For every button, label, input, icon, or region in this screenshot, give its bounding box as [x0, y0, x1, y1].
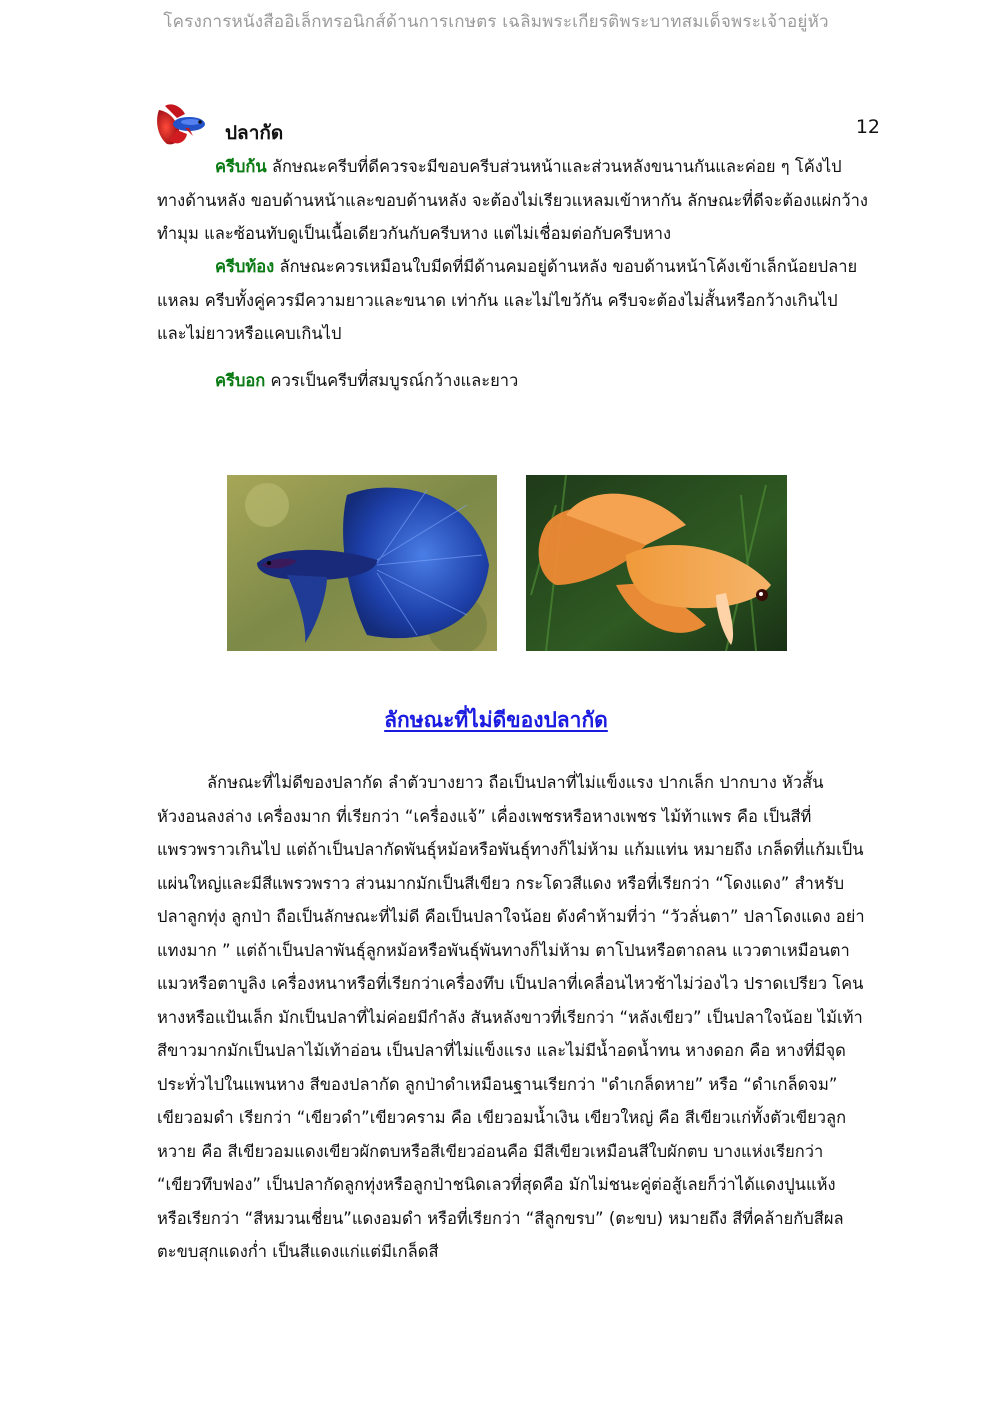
running-header: โครงการหนังสืออิเล็กทรอนิกส์ด้านการเกษตร เฉลิมพระเกียรติพระบาทสมเด็จพระเจ้าอยู่หัว — [163, 12, 829, 32]
fin-paragraph-anal — [157, 150, 869, 251]
orange-betta-photo — [526, 475, 787, 651]
fin-paragraph-pectoral — [157, 364, 869, 398]
fin-term: ครีบก้น — [215, 157, 267, 176]
section-body-text: ลักษณะที่ไม่ดีของปลากัด ลำตัวบางยาว ถือเป็นปลาที่ไม่แข็งแรง ปากเล็ก ปากบาง หัวสั้นหัวงอนลงล่าง เครื่องมาก ที่เรียกว่า “เครื่องแจ้” เคื่องเพชรหรือหางเพชร ไม้ท้าแพร คือ เป็นสีที่แพรวพราวเกินไป แต่ถ้าเป็นปลากัดพันธุ์หม้อหรือพันธุ์ทางก็ไม่ห้าม แก้มแท่น หมายถึง เกล็ดที่แก้มเป็นแผ่นใหญ่และมีสีแพรวพราว ส่วนมากมักเป็นสีเขียว กระโดวสีแดง หรือที่เรียกว่า “โดงแดง” สำหรับปลาลูกทุ่ง ลูกป่า ถือเป็นลักษณะที่ไม่ดี คือเป็นปลาใจน้อย ดังคำห้ามที่ว่า “วัวลั่นตา” ปลาโดงแดง อย่าแทงมาก ” แต่ถ้าเป็นปลาพันธุ์ลูกหม้อหรือพันธุ์พันทางก็ไม่ห้าม ตาโปนหรือตาถลน แววตาเหมือนตาแมวหรือตาบูลิง เครื่องหนาหรือที่เรียกว่าเครื่องทึบ เป็นปลาที่เคลื่อนไหวช้าไม่ว่องไว ปราดเปรียว โคนหางหรือแป้นเล็ก มักเป็นปลาที่ไม่ค่อยมีกำลัง สันหลังขาวที่เรียกว่า “หลังเขียว” เป็นปลาใจน้อย ไม้เท้าสีขาวมากมักเป็นปลาไม้เท้าอ่อน เป็นปลาที่ไม่แข็งแรง และไม่มีน้ำอดน้ำทน หางดอก คือ หางที่มีจุดประทั่วไปในแพนหาง สีของปลากัด ลูกป่าดำเหมือนฐานเรียกว่า "ดำเกล็ดหาย” หรือ “ดำเกล็ดจม” เขียวอมดำ เรียกว่า “เขียวดำ”เขียวคราม คือ เขียวอมน้ำเงิน เขียวใหญ่ คือ สีเขียวแก่ทั้งตัวเขียวลูกหวาย คือ สีเขียวอมแดงเขียวผักตบหรือสีเขียวอ่อนคือ มีสีเขียวเหมือนสีใบผักตบ บางแห่งเรียกว่า “เขียวทึบฟอง” เป็นปลากัดลูกทุ่งหรือลูกป่าชนิดเลวที่สุดคือ มักไม่ชนะคู่ต่อสู้เลยก็ว่าได้แดงปูนแห้ง หรือเรียกว่า “สีหมวนเชี่ยน”แดงอมดำ หรือที่เรียกว่า “สีลูกขรบ” (ตะขบ) หมายถึง สีที่คล้ายกับสีผลตะขบสุกแดงก่ำ เป็นสีแดงแก่แต่มีเกล็ดสี — [157, 773, 865, 1261]
section-body — [157, 766, 869, 1269]
page-title: ปลากัด — [225, 122, 284, 144]
title-row — [155, 100, 880, 148]
fin-term: ครีบท้อง — [215, 257, 275, 276]
fin-description: ควรเป็นครีบที่สมบูรณ์กว้างและยาว — [265, 371, 519, 390]
section-heading: ลักษณะที่ไม่ดีของปลากัด — [384, 708, 608, 732]
page-number: 12 — [855, 116, 880, 138]
fin-description: ลักษณะควรเหมือนใบมีดที่มีด้านคมอยู่ด้านหลัง ขอบด้านหน้าโค้งเข้าเล็กน้อยปลายแหลม ครีบทั้งคู่ควรมีความยาวและขนาด เท่ากัน และไม่ไขว้กัน ครีบจะต้องไม่สั้นหรือกว้างเกินไป และไม่ยาวหรือแคบเกินไป — [157, 257, 858, 343]
fin-description: ลักษณะครีบที่ดีควรจะมีขอบครีบส่วนหน้าและส่วนหลังขนานกันและค่อย ๆ โค้งไปทางด้านหลัง ขอบด้านหน้าและขอบด้านหลัง จะต้องไม่เรียวแหลมเข้าหากัน ลักษณะที่ดีจะต้องแผ่กว้างทำมุม และซ้อนทับดูเป็นเนื้อเดียวกันกับครีบหาง แต่ไม่เชื่อมต่อกับครีบหาง — [157, 157, 868, 243]
betta-fish-icon — [155, 100, 211, 148]
fin-term: ครีบอก — [215, 371, 266, 390]
fin-paragraph-pelvic — [157, 250, 869, 351]
blue-halfmoon-betta-photo — [227, 475, 497, 651]
